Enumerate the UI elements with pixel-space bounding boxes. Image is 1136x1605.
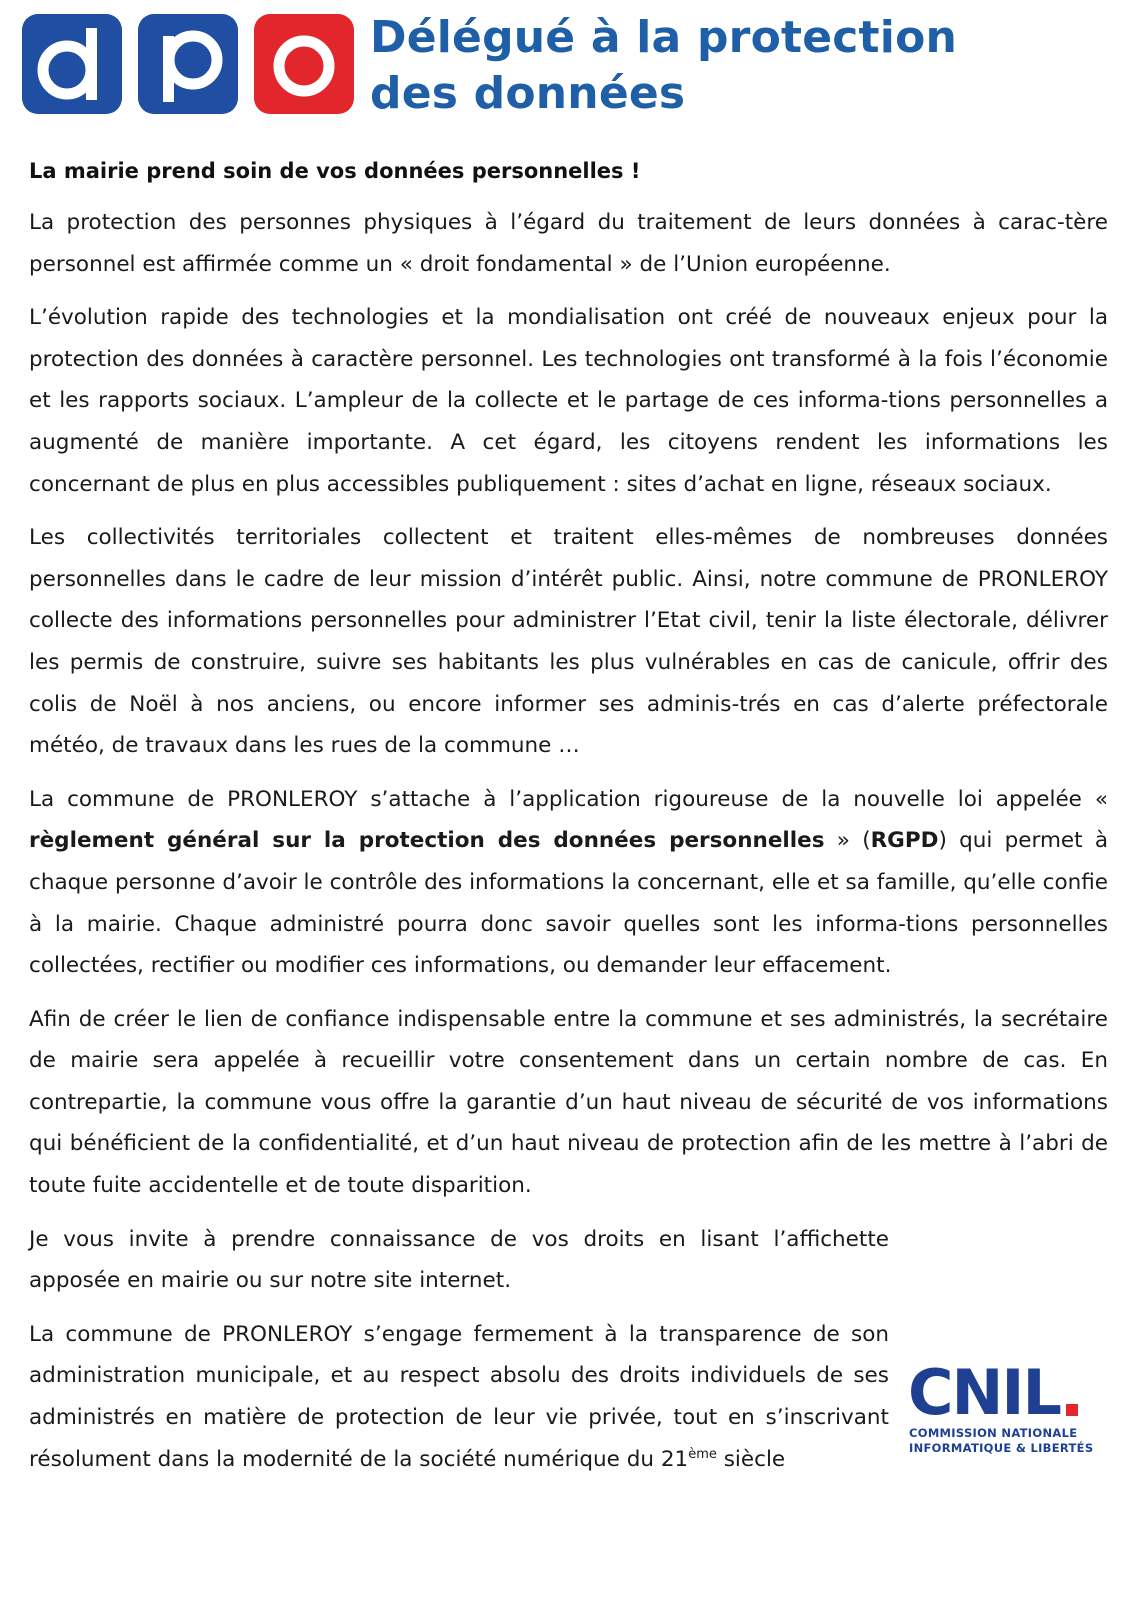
letter-o-icon	[254, 14, 354, 114]
dpo-logo-d-tile	[22, 14, 122, 114]
letter-d-icon	[22, 14, 122, 114]
cnil-subtitle-line1: COMMISSION NATIONALE	[909, 1426, 1078, 1440]
paragraph-1: La protection des personnes physiques à l’égard du traitement de leurs données à carac-tère personnel est affirmée comme un « droit fondamental » de l’Union européenne.	[29, 210, 1108, 277]
cnil-subtitle	[909, 1426, 1093, 1456]
cnil-wordmark: CNIL	[908, 1356, 1060, 1429]
cnil-red-dot-icon	[1066, 1404, 1078, 1416]
cnil-logo	[908, 1356, 1094, 1460]
rgpd-full-name: règlement général sur la protection des données personnelles	[29, 828, 825, 854]
dpo-header	[22, 10, 1122, 118]
dpo-logo-o-tile	[254, 14, 354, 114]
paragraph-5: Afin de créer le lien de confiance indispensable entre la commune et ses administrés, la secrétaire de mairie sera appelée à recueillir votre consentement dans un certain nombre de cas. En contrepartie, la commune vous offre la garantie d’un haut niveau de sécurité de vos informations qui bénéficient de la confidentialité, et d’un haut niveau de protection afin de les mettre à l’abri de toute fuite accidentelle et de toute disparition.	[29, 1006, 1108, 1199]
paragraph-7-text-a: La commune de PRONLEROY s’engage fermement à la transparence de son administration municipale, et au respect absolu des droits individuels de ses administrés en matière de protection de leur vie privée, tout en s’inscrivant résolument dans la modernité de la société numérique du 21	[29, 1321, 889, 1472]
document-body	[29, 150, 1108, 1492]
paragraph-7-text-b: siècle	[716, 1446, 786, 1472]
cnil-subtitle-line2: INFORMATIQUE & LIBERTÉS	[909, 1441, 1094, 1455]
document-heading: La mairie prend soin de vos données personnelles !	[29, 159, 641, 183]
paragraph-2: L’évolution rapide des technologies et la mondialisation ont créé de nouveaux enjeux pour la protection des données à caractère personnel. Les technologies ont transformé à la fois l’économie et les rapports sociaux. L’ampleur de la collecte et le partage de ces informa-tions personnelles a augmenté de manière importante. A cet égard, les citoyens rendent les informations les concernant de plus en plus accessibles publiquement : sites d’achat en ligne, réseaux sociaux.	[29, 305, 1108, 497]
paragraph-6: Je vous invite à prendre connaissance de vos droits en lisant l’affichette apposée en mairie ou sur notre site internet.	[29, 1226, 889, 1294]
dpo-title-line1: Délégué à la protection	[370, 12, 958, 63]
paragraph-4	[29, 779, 1108, 987]
dpo-title-line2: des données	[370, 68, 686, 119]
dpo-logo-p-tile	[138, 14, 238, 114]
rgpd-acronym: RGPD	[870, 828, 939, 854]
letter-p-icon	[138, 14, 238, 114]
superscript-eme: ème	[688, 1446, 717, 1462]
paragraph-4-text-b: » (	[824, 828, 871, 854]
dpo-title	[370, 10, 957, 122]
paragraph-7	[29, 1314, 889, 1480]
paragraph-4-text-a: La commune de PRONLEROY s’attache à l’application rigoureuse de la nouvelle loi appelée «	[29, 786, 1108, 812]
paragraph-4-text-c: ) qui permet à chaque personne d’avoir le contrôle des informations la concernant, elle et sa famille, qu’elle confie à la mairie. Chaque administré pourra donc savoir quelles sont les informa-tions personnelles collectées, rectifier ou modifier ces informations, ou demander leur effacement.	[29, 828, 1108, 979]
paragraph-3: Les collectivités territoriales collectent et traitent elles-mêmes de nombreuses données personnelles dans le cadre de leur mission d’intérêt public. Ainsi, notre commune de PRONLEROY collecte des informations personnelles pour administrer l’Etat civil, tenir la liste électorale, délivrer les permis de construire, suivre ses habitants les plus vulnérables en cas de canicule, offrir des colis de Noël à nos anciens, ou encore informer ses adminis-trés en cas d’alerte préfectorale météo, de travaux dans les rues de la commune …	[29, 525, 1108, 759]
